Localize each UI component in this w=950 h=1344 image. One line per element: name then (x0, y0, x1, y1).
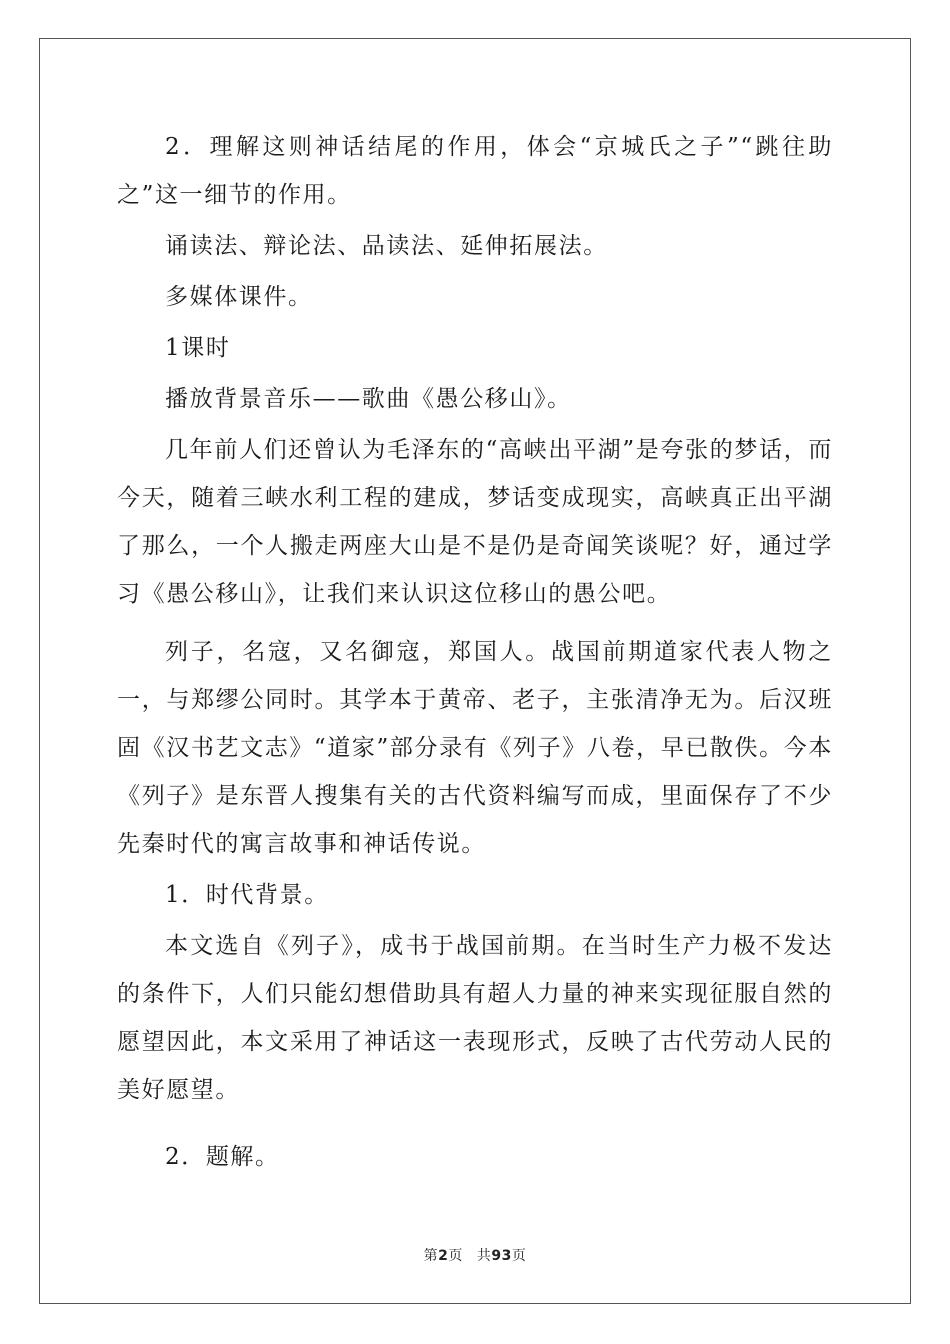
paragraph-teaching-aids: 多媒体课件。 (165, 284, 313, 310)
page-suffix: 页 (448, 1248, 463, 1264)
paragraph-introduction: 几年前人们还曾认为毛泽东的“高峡出平湖”是夸张的梦话，而今天，随着三峡水利工程的建成，梦话变成现实，高峡真正出平湖了那么，一个人搬走两座大山是不是仍是奇闻笑谈呢？好，通过学习《愚公移山》，让我们来认识这位移山的愚公吧。 (117, 437, 833, 607)
current-page-number: 2 (438, 1248, 449, 1264)
total-page-count: 93 (491, 1248, 512, 1264)
paragraph-author-bio: 列子，名寇，又名御寇，郑国人。战国前期道家代表人物之一，与郑缪公同时。其学本于黄帝、老子，主张清净无为。后汉班固《汉书艺文志》“道家”部分录有《列子》八卷，早已散佚。今本《列子》是东晋人搜集有关的古代资料编写而成，里面保存了不少先秦时代的寓言故事和神话传说。 (117, 639, 833, 857)
paragraph-class-hours: 1课时 (165, 335, 231, 361)
paragraph-teaching-methods: 诵读法、辩论法、品读法、延伸拓展法。 (165, 233, 608, 259)
page-prefix: 第 (423, 1248, 439, 1264)
heading-title-explanation: 2．题解。 (165, 1144, 280, 1170)
heading-era-background: 1．时代背景。 (165, 882, 329, 908)
total-prefix: 共 (476, 1248, 492, 1264)
document-body (117, 123, 833, 1181)
total-suffix: 页 (511, 1248, 527, 1264)
paragraph-background-music: 播放背景音乐——歌曲《愚公移山》。 (165, 386, 572, 412)
page-footer (0, 1245, 950, 1265)
paragraph-era-background: 本文选自《列子》，成书于战国前期。在当时生产力极不发达的条件下，人们只能幻想借助具有超人力量的神来实现征服自然的愿望因此，本文采用了神话这一表现形式，反映了古代劳动人民的美好愿望。 (117, 933, 833, 1103)
paragraph-objective-2: 2．理解这则神话结尾的作用，体会“京城氏之子”“跳往助之”这一细节的作用。 (117, 134, 833, 208)
